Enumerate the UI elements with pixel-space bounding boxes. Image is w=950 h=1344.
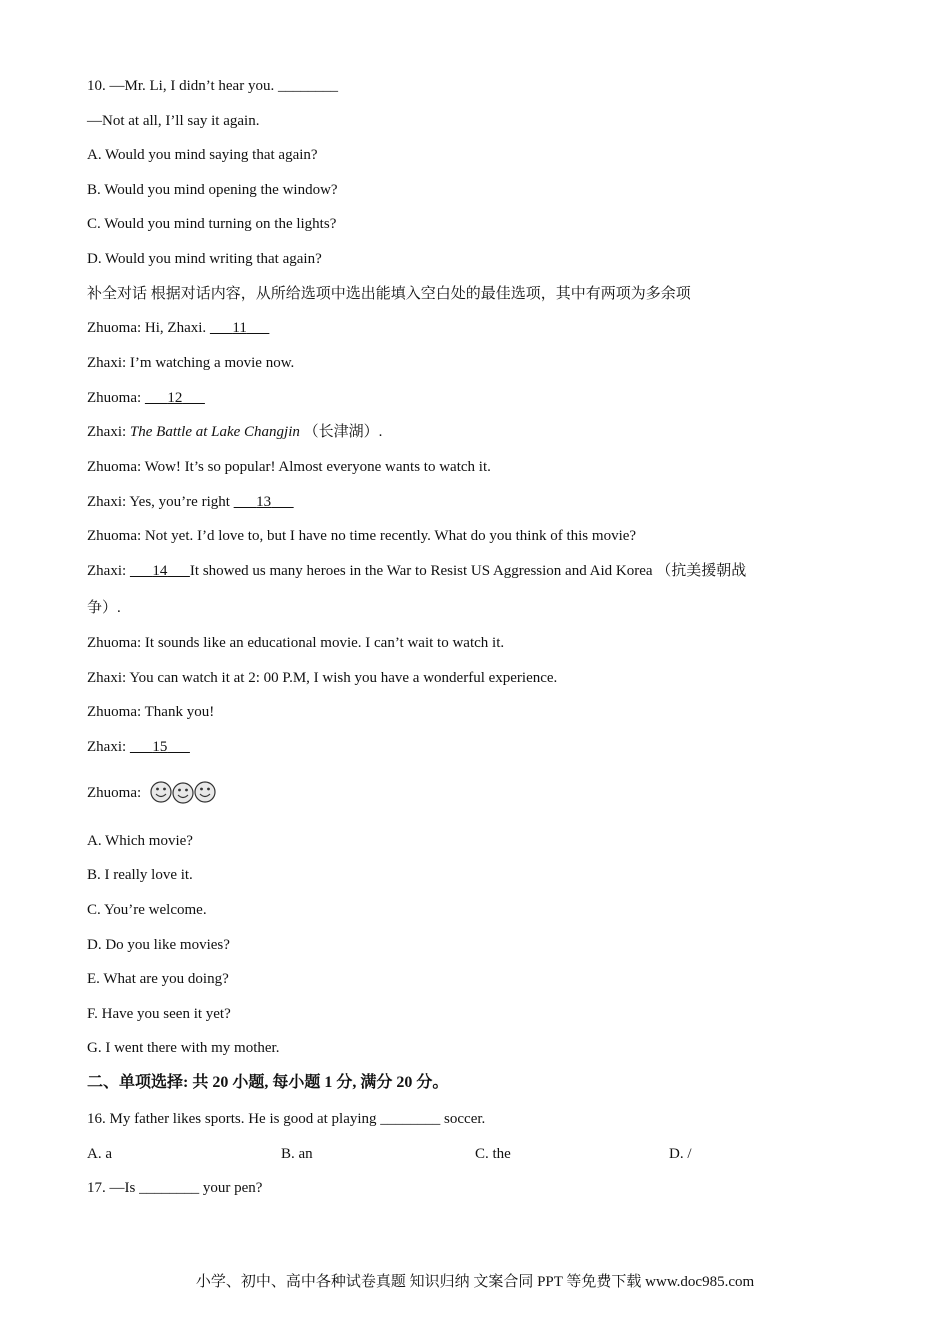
q17-stem: 17. —Is ________ your pen? [87, 1180, 263, 1196]
q16-option-b: B. an [281, 1146, 313, 1162]
speaker-text: Zhaxi: Yes, you’re right [87, 494, 230, 510]
movie-title-note: （长津湖）. [303, 424, 383, 440]
speaker-text: Zhaxi: [87, 739, 127, 755]
dialogue-line-5: Zhuoma: Wow! It’s so popular! Almost everyone wants to watch it. [87, 459, 491, 475]
blank-12: 12 [167, 390, 183, 406]
dialogue-line-8-cont: 争）. [87, 600, 121, 616]
dialogue-option-d: D. Do you like movies? [87, 937, 230, 953]
dialogue-line-4 [87, 422, 382, 442]
speaker-text: Zhuoma: Hi, Zhaxi. [87, 320, 207, 336]
page-footer: 小学、初中、高中各种试卷真题 知识归纳 文案合同 PPT 等免费下载 www.doc985.com [195, 1274, 755, 1290]
dialogue-option-b: B. I really love it. [87, 867, 193, 883]
dialogue-line-11: Zhuoma: Thank you! [87, 704, 215, 720]
dialogue-line-1 [87, 318, 269, 338]
speaker-text: Zhaxi: [87, 424, 127, 440]
dialogue-line-8 [87, 561, 746, 581]
dialogue-instruction: 补全对话 根据对话内容，从所给选项中选出能填入空白处的最佳选项，其中有两项为多余项 [87, 286, 691, 302]
dialogue-option-f: F. Have you seen it yet? [87, 1006, 231, 1022]
q10-option-a: A. Would you mind saying that again? [87, 147, 318, 163]
blank-15: 15 [152, 739, 168, 755]
q16-option-c: C. the [475, 1146, 511, 1162]
q10-option-b: B. Would you mind opening the window? [87, 182, 338, 198]
speaker-text: Zhuoma: [87, 390, 142, 406]
dialogue-line-10: Zhaxi: You can watch it at 2: 00 P.M, I wish you have a wonderful experience. [87, 670, 558, 686]
dialogue-line-9: Zhuoma: It sounds like an educational movie. I can’t wait to watch it. [87, 635, 505, 651]
dialogue-option-a: A. Which movie? [87, 833, 193, 849]
dialogue-line-2: Zhaxi: I’m watching a movie now. [87, 355, 295, 371]
blank-11: 11 [232, 320, 247, 336]
blank-14: 14 [152, 563, 168, 579]
dialogue-option-g: G. I went there with my mother. [87, 1040, 280, 1056]
smiley-faces-icon [149, 779, 219, 809]
dialogue-option-e: E. What are you doing? [87, 971, 229, 987]
q10-option-c: C. Would you mind turning on the lights? [87, 216, 337, 232]
speaker-text: Zhaxi: [87, 563, 127, 579]
q10-option-d: D. Would you mind writing that again? [87, 251, 322, 267]
q16-option-a: A. a [87, 1146, 112, 1162]
section-2-heading: 二、单项选择: 共 20 小题, 每小题 1 分, 满分 20 分。 [87, 1074, 449, 1091]
dialogue-line-7: Zhuoma: Not yet. I’d love to, but I have no time recently. What do you think of this movie? [87, 528, 637, 544]
movie-title: The Battle at Lake Changjin [129, 424, 300, 440]
dialogue-option-c: C. You’re welcome. [87, 902, 207, 918]
q16-option-d: D. / [669, 1146, 692, 1162]
q16-stem: 16. My father likes sports. He is good at playing ________ soccer. [87, 1111, 486, 1127]
speaker-text: Zhuoma: [87, 785, 142, 801]
blank-13: 13 [256, 494, 272, 510]
dialogue-line-8-text: It showed us many heroes in the War to Resist US Aggression and Aid Korea （抗美援朝战 [189, 563, 747, 579]
q10-stem: 10. —Mr. Li, I didn’t hear you. ________ [87, 78, 338, 94]
dialogue-line-13 [87, 774, 219, 812]
dialogue-line-6 [87, 492, 294, 512]
dialogue-line-3 [87, 388, 205, 408]
dialogue-line-12 [87, 737, 190, 757]
q10-reply: —Not at all, I’ll say it again. [87, 113, 260, 129]
